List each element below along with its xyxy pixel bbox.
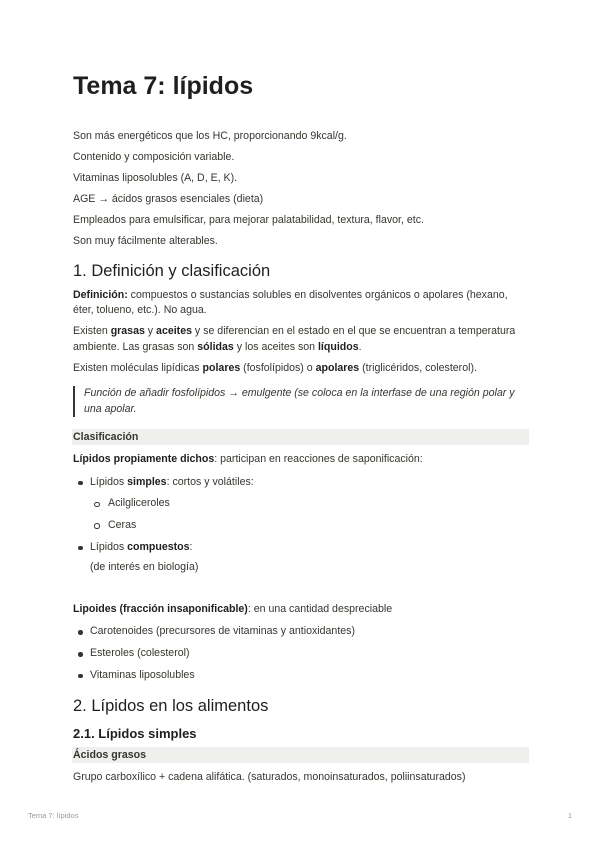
bold-term: compuestos xyxy=(127,540,190,553)
text-run: y los aceites son xyxy=(233,340,318,353)
polares-paragraph xyxy=(73,361,528,377)
list-item: Esteroles (colesterol) xyxy=(73,646,528,662)
section-heading-alimentos: 2. Lípidos en los alimentos xyxy=(73,697,269,716)
lipoides-paragraph xyxy=(73,602,528,618)
list-item xyxy=(73,475,528,534)
text-run: Lípidos xyxy=(90,540,128,553)
bold-term: grasas xyxy=(110,325,145,338)
text-run: y se diferencian en el estado en el que se encuentran a temperatura ambiente. Las grasas son xyxy=(73,325,516,353)
text-run: Lípidos xyxy=(90,475,128,488)
intro-line: Empleados para emulsificar, para mejorar palatabilidad, textura, flavor, etc. xyxy=(73,214,424,227)
text-run: : participan en reacciones de saponificación: xyxy=(214,453,423,466)
intro-line: Vitaminas liposolubles (A, D, E, K). xyxy=(73,172,238,185)
section-heading-definicion: 1. Definición y clasificación xyxy=(73,261,271,280)
list-item xyxy=(73,540,528,576)
bold-term: simples xyxy=(127,475,167,488)
bold-term: líquidos xyxy=(317,340,359,353)
intro-line: AGE → ácidos grasos esenciales (dieta) xyxy=(73,193,264,206)
lipoides-list xyxy=(73,624,528,683)
definition-label: Definición: xyxy=(73,288,128,301)
intro-line: Contenido y composición variable. xyxy=(73,151,235,164)
footer-title: Tema 7: lípidos xyxy=(28,811,79,820)
text-run: Existen xyxy=(73,325,111,338)
acidos-grasos-text: Grupo carboxílico + cadena alifática. (saturados, monoinsaturados, poliinsaturados) xyxy=(73,771,466,784)
definition-paragraph xyxy=(73,288,528,319)
list-item: Ceras xyxy=(90,518,528,534)
text-run: : xyxy=(189,540,193,553)
clasificacion-heading: Clasificación xyxy=(72,429,529,445)
bold-term: Lípidos propiamente dichos xyxy=(73,453,215,466)
quote-block: Función de añadir fosfolípidos → emulgente (se coloca en la interfase de una región polar y una apolar. xyxy=(73,386,528,417)
list-item: Carotenoides (precursores de vitaminas y antioxidantes) xyxy=(73,624,528,640)
propios-paragraph xyxy=(73,452,528,468)
text-run: . xyxy=(358,340,362,353)
text-run: : cortos y volátiles: xyxy=(166,475,254,488)
bold-term: sólidas xyxy=(197,340,234,353)
acidos-grasos-heading: Ácidos grasos xyxy=(72,747,529,763)
text-run: (fosfolípidos) o xyxy=(240,361,316,374)
intro-block xyxy=(73,129,528,250)
text-run: y xyxy=(144,325,157,338)
text-run: : en una cantidad despreciable xyxy=(247,602,393,615)
text-run: (triglicéridos, colesterol). xyxy=(359,361,477,374)
intro-line: Son muy fácilmente alterables. xyxy=(73,235,218,248)
propios-list xyxy=(73,475,528,576)
bold-term: Lipoides (fracción insaponificable) xyxy=(73,602,248,615)
document-page xyxy=(73,72,528,791)
bold-term: aceites xyxy=(156,325,192,338)
list-item: Acilgliceroles xyxy=(90,496,528,512)
compuestos-note: (de interés en biología) xyxy=(90,561,199,574)
intro-line: Son más energéticos que los HC, proporcionando 9kcal/g. xyxy=(73,130,347,142)
grasas-aceites-paragraph xyxy=(73,324,528,355)
page-number: 1 xyxy=(567,811,572,820)
list-item: Vitaminas liposolubles xyxy=(73,668,528,684)
bold-term: apolares xyxy=(315,361,360,374)
page-title: Tema 7: lípidos xyxy=(73,72,254,100)
bold-term: polares xyxy=(202,361,241,374)
text-run: Existen moléculas lipídicas xyxy=(73,361,203,374)
subsection-heading-simples: 2.1. Lípidos simples xyxy=(73,726,197,742)
definition-text: compuestos o sustancias solubles en disolventes orgánicos o apolares (hexano, éter, tolueno, etc.). No agua. xyxy=(73,288,508,317)
simples-sublist xyxy=(90,496,528,533)
